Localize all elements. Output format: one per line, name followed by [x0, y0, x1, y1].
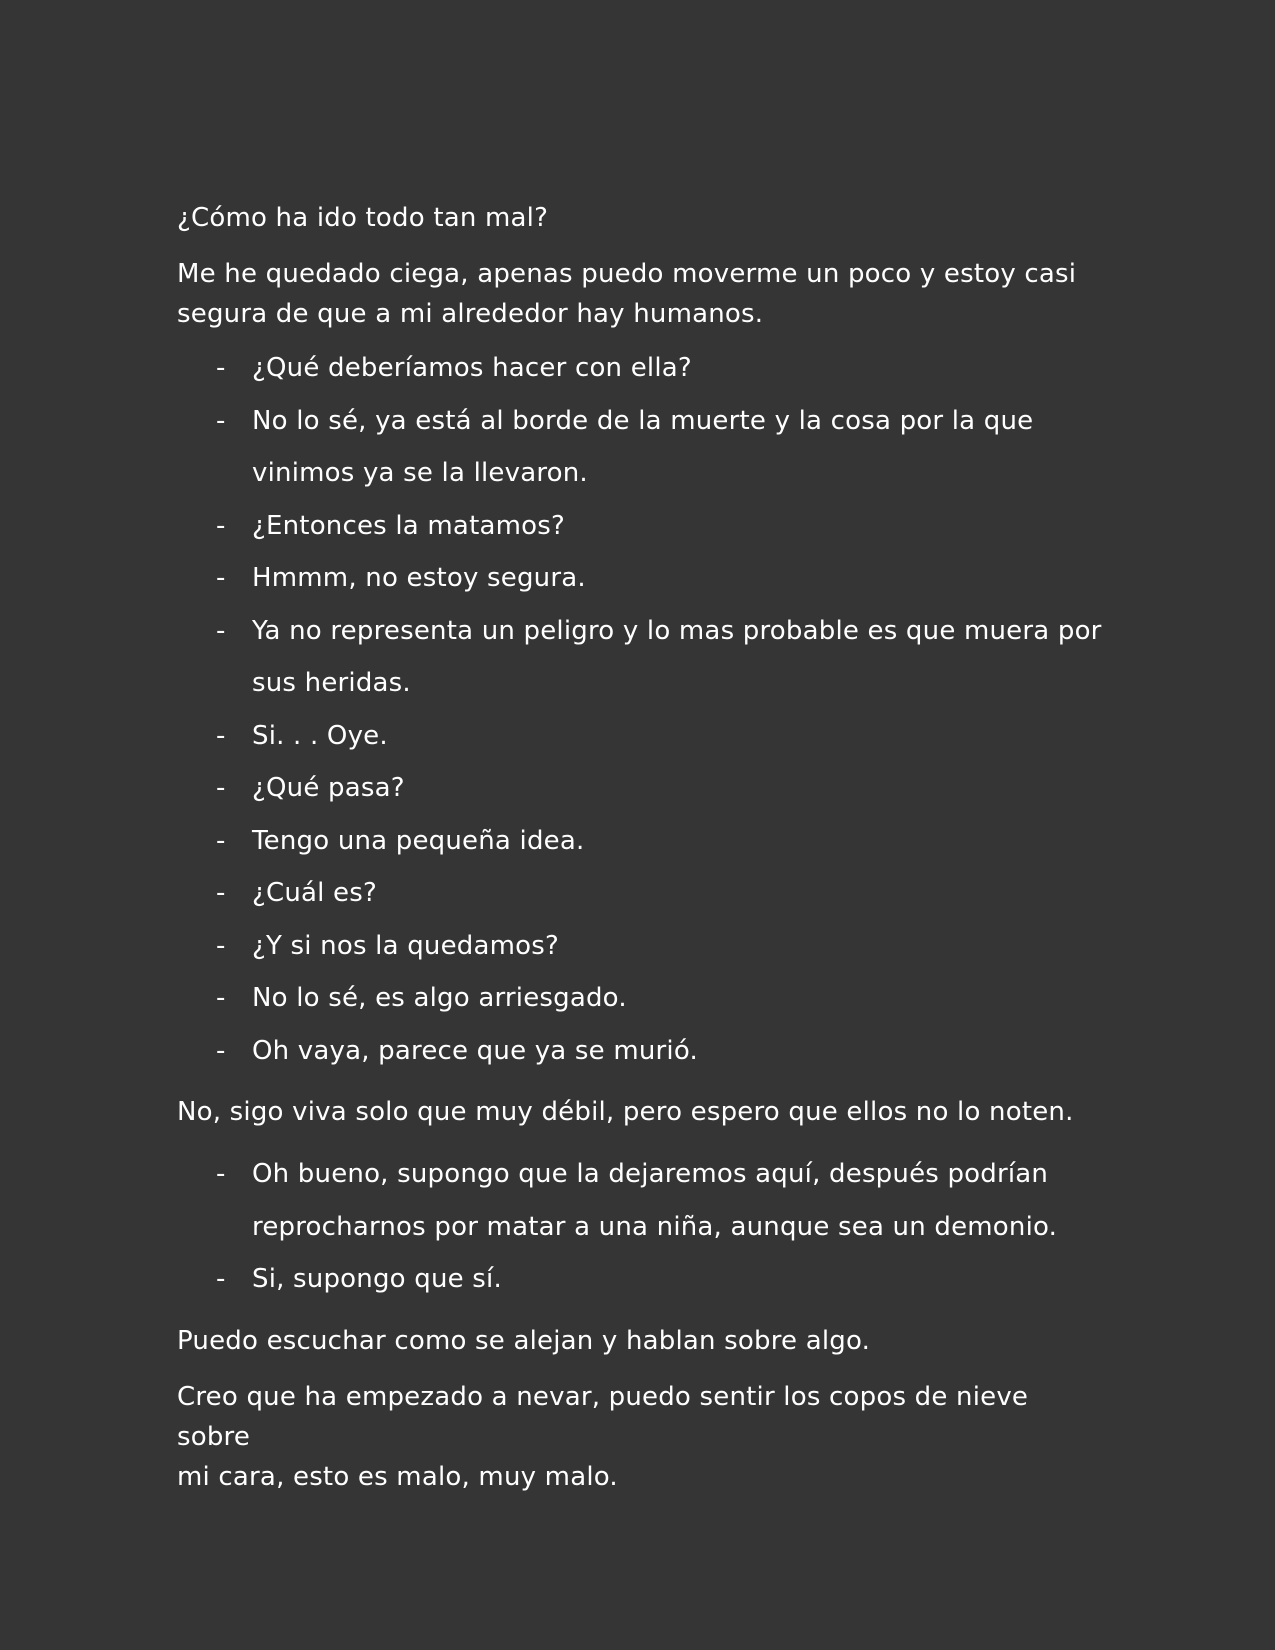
dash-marker: - [216, 1159, 226, 1189]
dash-marker: - [216, 510, 226, 541]
dialogue-text: Hmmm, no estoy segura. [252, 563, 586, 593]
dialogue-text: ¿Qué deberíamos hacer con ella? [252, 353, 692, 383]
dialogue-text: ¿Qué pasa? [252, 773, 405, 803]
document-body [177, 198, 1107, 1497]
dash-marker: - [216, 878, 226, 908]
dialogue-text: Oh bueno, supongo que la dejaremos aquí, después podrían reprocharnos por matar a una niña, aunque sea un demonio. [252, 1159, 1058, 1242]
dialogue-line [177, 762, 1107, 815]
dialogue-line [177, 1148, 1107, 1253]
dash-marker: - [216, 563, 226, 593]
paragraph: No, sigo viva solo que muy débil, pero espero que ellos no lo noten. [177, 1097, 1074, 1127]
dialogue-text: Ya no representa un peligro y lo mas probable es que muera por sus heridas. [252, 615, 1102, 698]
dash-marker: - [216, 1264, 226, 1294]
dash-marker: - [216, 983, 226, 1013]
dialogue-text: No lo sé, es algo arriesgado. [252, 983, 627, 1013]
dialogue-text: Oh vaya, parece que ya se murió. [252, 1035, 698, 1066]
dialogue-line [177, 552, 1107, 605]
dialogue-line [177, 710, 1107, 763]
dialogue-text: No lo sé, ya está al borde de la muerte y la cosa por la que vinimos ya se la llevaron. [252, 405, 1034, 488]
dash-marker: - [216, 405, 226, 436]
dash-marker: - [216, 1035, 226, 1066]
paragraph: Puedo escuchar como se alejan y hablan sobre algo. [177, 1325, 871, 1356]
dialogue-line [177, 1253, 1107, 1306]
dialogue-line [177, 500, 1107, 553]
paragraph: ¿Cómo ha ido todo tan mal? [177, 203, 549, 233]
dash-marker: - [216, 773, 226, 803]
dialogue-list [177, 1148, 1107, 1306]
dialogue-text: Si, supongo que sí. [252, 1264, 502, 1294]
dialogue-text: Tengo una pequeña idea. [252, 825, 585, 856]
dialogue-line [177, 1025, 1107, 1078]
dash-marker: - [216, 720, 226, 751]
dash-marker: - [216, 825, 226, 856]
dialogue-line [177, 815, 1107, 868]
dialogue-text: Si. . . Oye. [252, 720, 388, 751]
dialogue-list [177, 342, 1107, 1077]
dialogue-line [177, 867, 1107, 920]
dialogue-text: ¿Entonces la matamos? [252, 510, 565, 541]
dash-marker: - [216, 353, 226, 383]
dialogue-text: ¿Y si nos la quedamos? [252, 930, 559, 961]
dash-marker: - [216, 615, 226, 646]
dialogue-line [177, 342, 1107, 395]
dialogue-line [177, 605, 1107, 710]
dialogue-line [177, 972, 1107, 1025]
paragraph: Me he quedado ciega, apenas puedo moverme un poco y estoy casi segura de que a mi alrededor hay humanos. [177, 259, 1077, 329]
dialogue-line [177, 920, 1107, 973]
dialogue-line [177, 395, 1107, 500]
paragraph: Creo que ha empezado a nevar, puedo sentir los copos de nieve sobre mi cara, esto es malo, muy malo. [177, 1381, 1029, 1492]
dialogue-text: ¿Cuál es? [252, 878, 377, 908]
dash-marker: - [216, 930, 226, 961]
